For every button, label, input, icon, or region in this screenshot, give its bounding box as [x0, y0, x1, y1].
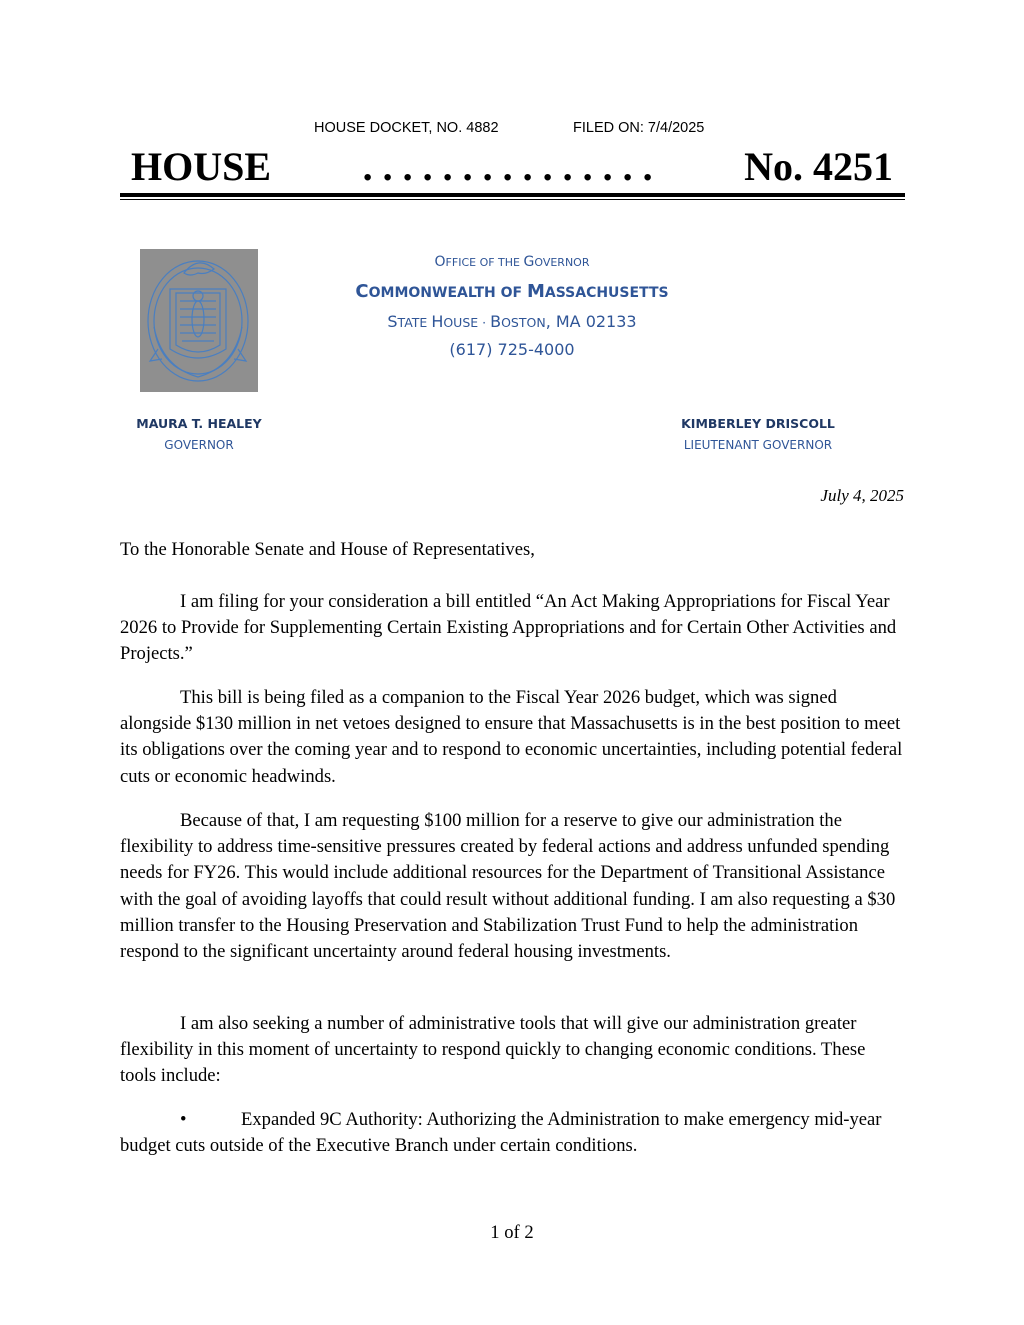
state-seal-icon [140, 249, 258, 392]
letter-date: July 4, 2025 [820, 486, 904, 505]
paragraph-text: This bill is being filed as a companion to the Fiscal Year 2026 budget, which was signed alongside $130 million in net vetoes designed to ensure that Massachusetts is in the best position to meet its obligations over the coming year and to respond to economic uncertainties, including potential federal cuts or economic headwinds. [120, 687, 903, 787]
docket-number: HOUSE DOCKET, NO. 4882 [314, 120, 499, 136]
governor-block [118, 416, 280, 452]
lt-governor-name: KIMBERLEY DRISCOLL [681, 416, 835, 431]
bullet-item [120, 1107, 906, 1159]
paragraph-text: Because of that, I am requesting $100 million for a reserve to give our administration the flexibility to address time-sensitive pressures created by federal actions and address unfunded spending needs for FY26. This would include additional resources for the Department of Transitional Assistance with the goal of avoiding layoffs that could result without additional funding. I am also requesting a $30 million transfer to the Housing Preservation and Stabilization Trust Fund to help the administration respond to the significant uncertainty around federal housing investments. [120, 810, 896, 963]
office-of-the-governor: OFFICE OF THE GOVERNOR [434, 254, 590, 270]
lt-governor-title: LIEUTENANT GOVERNOR [683, 438, 833, 452]
salutation: To the Honorable Senate and House of Representatives, [120, 539, 535, 560]
paragraph-1 [120, 589, 906, 668]
bullet-text: Expanded 9C Authority: Authorizing the Administration to make emergency mid-year budget cuts outside of the Executive Branch under certain conditions. [120, 1109, 882, 1157]
paragraph-4 [120, 1011, 906, 1090]
office-phone: (617) 725-4000 [449, 340, 575, 359]
paragraph-3 [120, 808, 906, 965]
dot-leader: . . . . . . . . . . . . . . . [362, 143, 653, 189]
header-rule-thick [120, 193, 905, 197]
header-rule-thin [120, 199, 905, 200]
bill-number: No. 4251 [744, 143, 893, 189]
bill-title-line [131, 140, 893, 192]
chamber-name: HOUSE [131, 143, 272, 189]
docket-header [0, 120, 1024, 140]
filed-date: FILED ON: 7/4/2025 [573, 120, 705, 136]
page-number: 1 of 2 [490, 1222, 534, 1243]
governor-title: GOVERNOR [164, 438, 234, 452]
bullet-icon: • [180, 1109, 187, 1130]
commonwealth-name: COMMONWEALTH OF MASSACHUSETTS [355, 281, 669, 302]
paragraph-text: I am filing for your consideration a bill entitled “An Act Making Appropriations for Fiscal Year 2026 to Provide for Supplementing Certain Existing Appropriations and for Certain Other Activities and Projects.” [120, 591, 897, 665]
office-address: STATE HOUSE · BOSTON, MA 02133 [387, 312, 637, 331]
lt-governor-block [664, 416, 852, 452]
paragraph-text: I am also seeking a number of administrative tools that will give our administration greater flexibility in this moment of uncertainty to respond quickly to changing economic conditions. These tools include: [120, 1013, 866, 1087]
governor-name: MAURA T. HEALEY [136, 416, 262, 431]
paragraph-2 [120, 685, 906, 790]
